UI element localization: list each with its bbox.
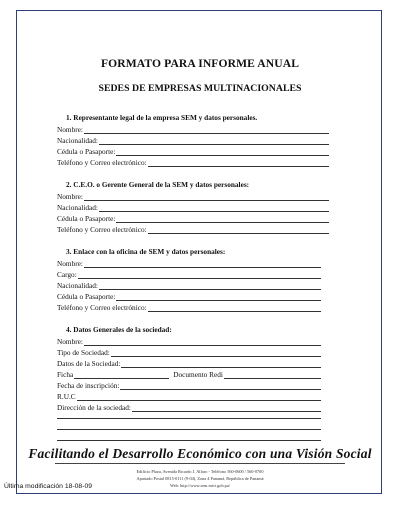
fill-line bbox=[121, 360, 321, 368]
field-label: Cédula o Pasaporte: bbox=[57, 292, 116, 301]
section-4-field-ruc[interactable] bbox=[57, 392, 321, 401]
fill-line bbox=[148, 159, 329, 167]
address-extra-line[interactable] bbox=[57, 418, 321, 419]
section-4-field-direccion[interactable] bbox=[57, 403, 321, 412]
section-2-field-nacionalidad[interactable] bbox=[57, 203, 329, 212]
section-4-field-fecha-inscripcion[interactable] bbox=[57, 381, 321, 390]
fill-line bbox=[84, 193, 329, 201]
section-4-heading: 4. Datos Generales de la sociedad: bbox=[66, 325, 172, 334]
section-3-field-telefono[interactable] bbox=[57, 303, 321, 312]
fill-line bbox=[116, 215, 329, 223]
section-2-field-telefono[interactable] bbox=[57, 225, 329, 234]
fill-line bbox=[111, 349, 321, 357]
field-label: Cédula o Pasaporte: bbox=[57, 147, 116, 156]
document-title: FORMATO PARA INFORME ANUAL bbox=[100, 57, 300, 70]
field-label: Tipo de Sociedad: bbox=[57, 348, 110, 357]
section-3-field-cargo[interactable] bbox=[57, 270, 321, 279]
fill-line bbox=[99, 282, 321, 290]
address-extra-line[interactable] bbox=[57, 440, 321, 441]
address-extra-line[interactable] bbox=[57, 429, 321, 430]
fill-line bbox=[99, 137, 329, 145]
field-label: Fecha de inscripción: bbox=[57, 381, 120, 390]
footer-web-line: Web: http://www.sem.mici.gob.pa/ bbox=[170, 483, 230, 488]
field-label: Ficha bbox=[57, 370, 74, 379]
section-1-heading: 1. Representante legal de la empresa SEM y datos personales. bbox=[66, 113, 258, 122]
field-label: Nacionalidad: bbox=[57, 203, 98, 212]
section-1-field-cedula[interactable] bbox=[57, 147, 329, 156]
section-3-field-nacionalidad[interactable] bbox=[57, 281, 321, 290]
field-label: Nombre: bbox=[57, 337, 83, 346]
fill-line bbox=[74, 371, 169, 379]
field-label: Teléfono y Correo electrónico: bbox=[57, 303, 147, 312]
fill-line bbox=[84, 126, 329, 134]
section-3-heading: 3. Enlace con la oficina de SEM y datos personales: bbox=[66, 247, 226, 256]
section-4-field-ficha-documento[interactable] bbox=[57, 370, 321, 379]
section-2-heading: 2. C.E.O. o Gerente General de la SEM y datos personales: bbox=[66, 180, 250, 189]
footer-divider bbox=[55, 463, 345, 464]
footer-address-line: Edificio Plaza, Avenida Ricardo J. Alfaro - Teléfono 560-0600 / 560-0700 bbox=[136, 469, 264, 474]
field-label: Nombre: bbox=[57, 259, 83, 268]
field-label: Cédula o Pasaporte: bbox=[57, 214, 116, 223]
section-4-field-nombre[interactable] bbox=[57, 337, 321, 346]
fill-line bbox=[224, 371, 321, 379]
footer-slogan: Facilitando el Desarrollo Económico con una Visión Social bbox=[28, 446, 372, 461]
section-1-field-nombre[interactable] bbox=[57, 125, 329, 134]
fill-line bbox=[99, 204, 329, 212]
field-label: Teléfono y Correo electrónico: bbox=[57, 158, 147, 167]
field-label: Nacionalidad: bbox=[57, 136, 98, 145]
fill-line bbox=[84, 260, 321, 268]
footer-address-line: Apartado Postal 0815-0111 (9-04), Zona 4 Panamá, República de Panamá bbox=[136, 476, 264, 481]
section-4-field-tipo-sociedad[interactable] bbox=[57, 348, 321, 357]
section-2-field-cedula[interactable] bbox=[57, 214, 329, 223]
field-label: Teléfono y Correo electrónico: bbox=[57, 225, 147, 234]
field-label: Nombre: bbox=[57, 192, 83, 201]
document-subtitle: SEDES DE EMPRESAS MULTINACIONALES bbox=[98, 83, 302, 94]
section-3-field-cedula[interactable] bbox=[57, 292, 321, 301]
field-label: R.U.C bbox=[57, 392, 76, 401]
section-1-field-nacionalidad[interactable] bbox=[57, 136, 329, 145]
fill-line bbox=[78, 271, 321, 279]
fill-line bbox=[77, 393, 321, 401]
field-label: Nacionalidad: bbox=[57, 281, 98, 290]
section-3-field-nombre[interactable] bbox=[57, 259, 321, 268]
section-4-field-datos-sociedad[interactable] bbox=[57, 359, 321, 368]
fill-line bbox=[148, 226, 329, 234]
fill-line bbox=[120, 382, 321, 390]
field-label: Datos de la Sociedad: bbox=[57, 359, 121, 368]
section-2-field-nombre[interactable] bbox=[57, 192, 329, 201]
fill-line bbox=[116, 148, 329, 156]
fill-line bbox=[132, 404, 321, 412]
section-1-field-telefono[interactable] bbox=[57, 158, 329, 167]
fill-line bbox=[116, 293, 321, 301]
field-label: Dirección de la sociedad: bbox=[57, 403, 131, 412]
fill-line bbox=[84, 338, 321, 346]
field-label: Cargo: bbox=[57, 270, 77, 279]
field-label: Documento Redi bbox=[173, 370, 223, 379]
fill-line bbox=[148, 304, 321, 312]
last-modified-note: Última modificación 18-08-09 bbox=[4, 483, 93, 490]
field-label: Nombre: bbox=[57, 125, 83, 134]
